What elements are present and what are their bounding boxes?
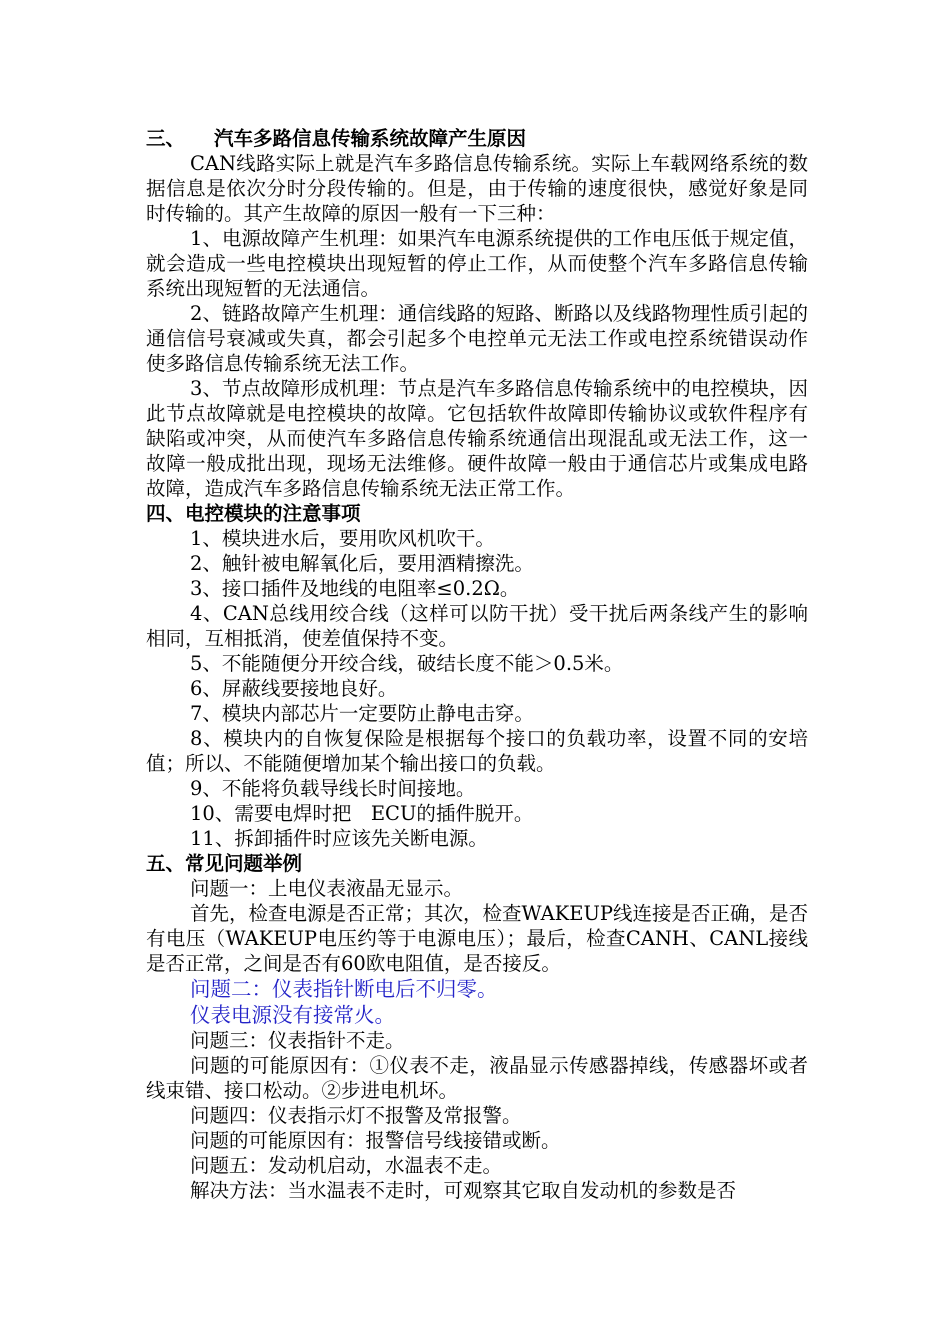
question: 问题五：发动机启动，水温表不走。 (190, 1154, 503, 1177)
answer: 首先，检查电源是否正常；其次，检查WAKEUP线连接是否正确，是否有电压（WAKEUP电压约等于电源电压）；最后，检查CANH、CANL接线是否正常，之间是否有60欧电阻值，是否接反。 (146, 902, 809, 975)
section-title: 汽车多路信息传输系统故障产生原因 (214, 127, 527, 150)
section-number: 四、 (146, 502, 186, 525)
paragraph: 1、电源故障产生机理：如果汽车电源系统提供的工作电压低于规定值，就会造成一些电控模块出现短暂的停止工作，从而使整个汽车多路信息传输系统出现短暂的无法通信。 (146, 227, 808, 300)
section-number: 五、 (146, 852, 186, 875)
answer: 问题的可能原因有：①仪表不走，液晶显示传感器掉线，传感器坏或者线束错、接口松动。②步进电机坏。 (146, 1054, 808, 1102)
question: 问题四：仪表指示灯不报警及常报警。 (190, 1104, 522, 1127)
answer: 解决方法：当水温表不走时，可观察其它取自发动机的参数是否 (190, 1179, 737, 1202)
list-item: 3、接口插件及地线的电阻率≤0.2Ω。 (190, 577, 520, 600)
answer: 问题的可能原因有：报警信号线接错或断。 (190, 1129, 561, 1152)
question: 问题三：仪表指针不走。 (190, 1029, 405, 1052)
list-item: 8、模块内的自恢复保险是根据每个接口的负载功率，设置不同的安培值；所以、不能随便增加某个输出接口的负载。 (146, 727, 808, 775)
section-title: 常见问题举例 (185, 852, 303, 875)
section-heading-3 (146, 126, 808, 151)
list-item: 7、模块内部芯片一定要防止静电击穿。 (190, 702, 534, 725)
document-page (146, 126, 808, 1203)
section-title: 电控模块的注意事项 (185, 502, 361, 525)
paragraph: 2、链路故障产生机理：通信线路的短路、断路以及线路物理性质引起的通信信号衰减或失真，都会引起多个电控单元无法工作或电控系统错误动作使多路信息传输系统无法工作。 (146, 302, 808, 375)
section-number: 三、 (146, 127, 186, 150)
list-item: 9、不能将负载导线长时间接地。 (190, 777, 476, 800)
list-item: 6、屏蔽线要接地良好。 (190, 677, 398, 700)
section-heading-5 (146, 851, 808, 876)
list-item: 10、需要电焊时把 ECU的插件脱开。 (190, 802, 534, 825)
list-item: 5、不能随便分开绞合线，破结长度不能＞0.5米。 (190, 652, 624, 675)
list-item: 4、CAN总线用绞合线（这样可以防干扰）受干扰后两条线产生的影响相同，互相抵消，使差值保持不变。 (146, 602, 808, 650)
list-item: 11、拆卸插件时应该先关断电源。 (190, 827, 488, 850)
question-highlighted: 问题二：仪表指针断电后不归零。 (190, 977, 498, 1001)
section-heading-4 (146, 501, 808, 526)
list-item: 1、模块进水后，要用吹风机吹干。 (190, 527, 495, 550)
answer-highlighted: 仪表电源没有接常火。 (190, 1003, 395, 1027)
paragraph: 3、节点故障形成机理：节点是汽车多路信息传输系统中的电控模块，因此节点故障就是电控模块的故障。它包括软件故障即传输协议或软件程序有缺陷或冲突，从而使汽车多路信息传输系统通信出现混乱或无法工作，这一故障一般成批出现，现场无法维修。硬件故障一般由于通信芯片或集成电路故障，造成汽车多路信息传输系统无法正常工作。 (146, 377, 808, 500)
question: 问题一：上电仪表液晶无显示。 (190, 877, 464, 900)
paragraph: CAN线路实际上就是汽车多路信息传输系统。实际上车载网络系统的数据信息是依次分时分段传输的。但是，由于传输的速度很快，感觉好象是同时传输的。其产生故障的原因一般有一下三种： (146, 152, 808, 225)
list-item: 2、触针被电解氧化后，要用酒精擦洗。 (190, 552, 534, 575)
